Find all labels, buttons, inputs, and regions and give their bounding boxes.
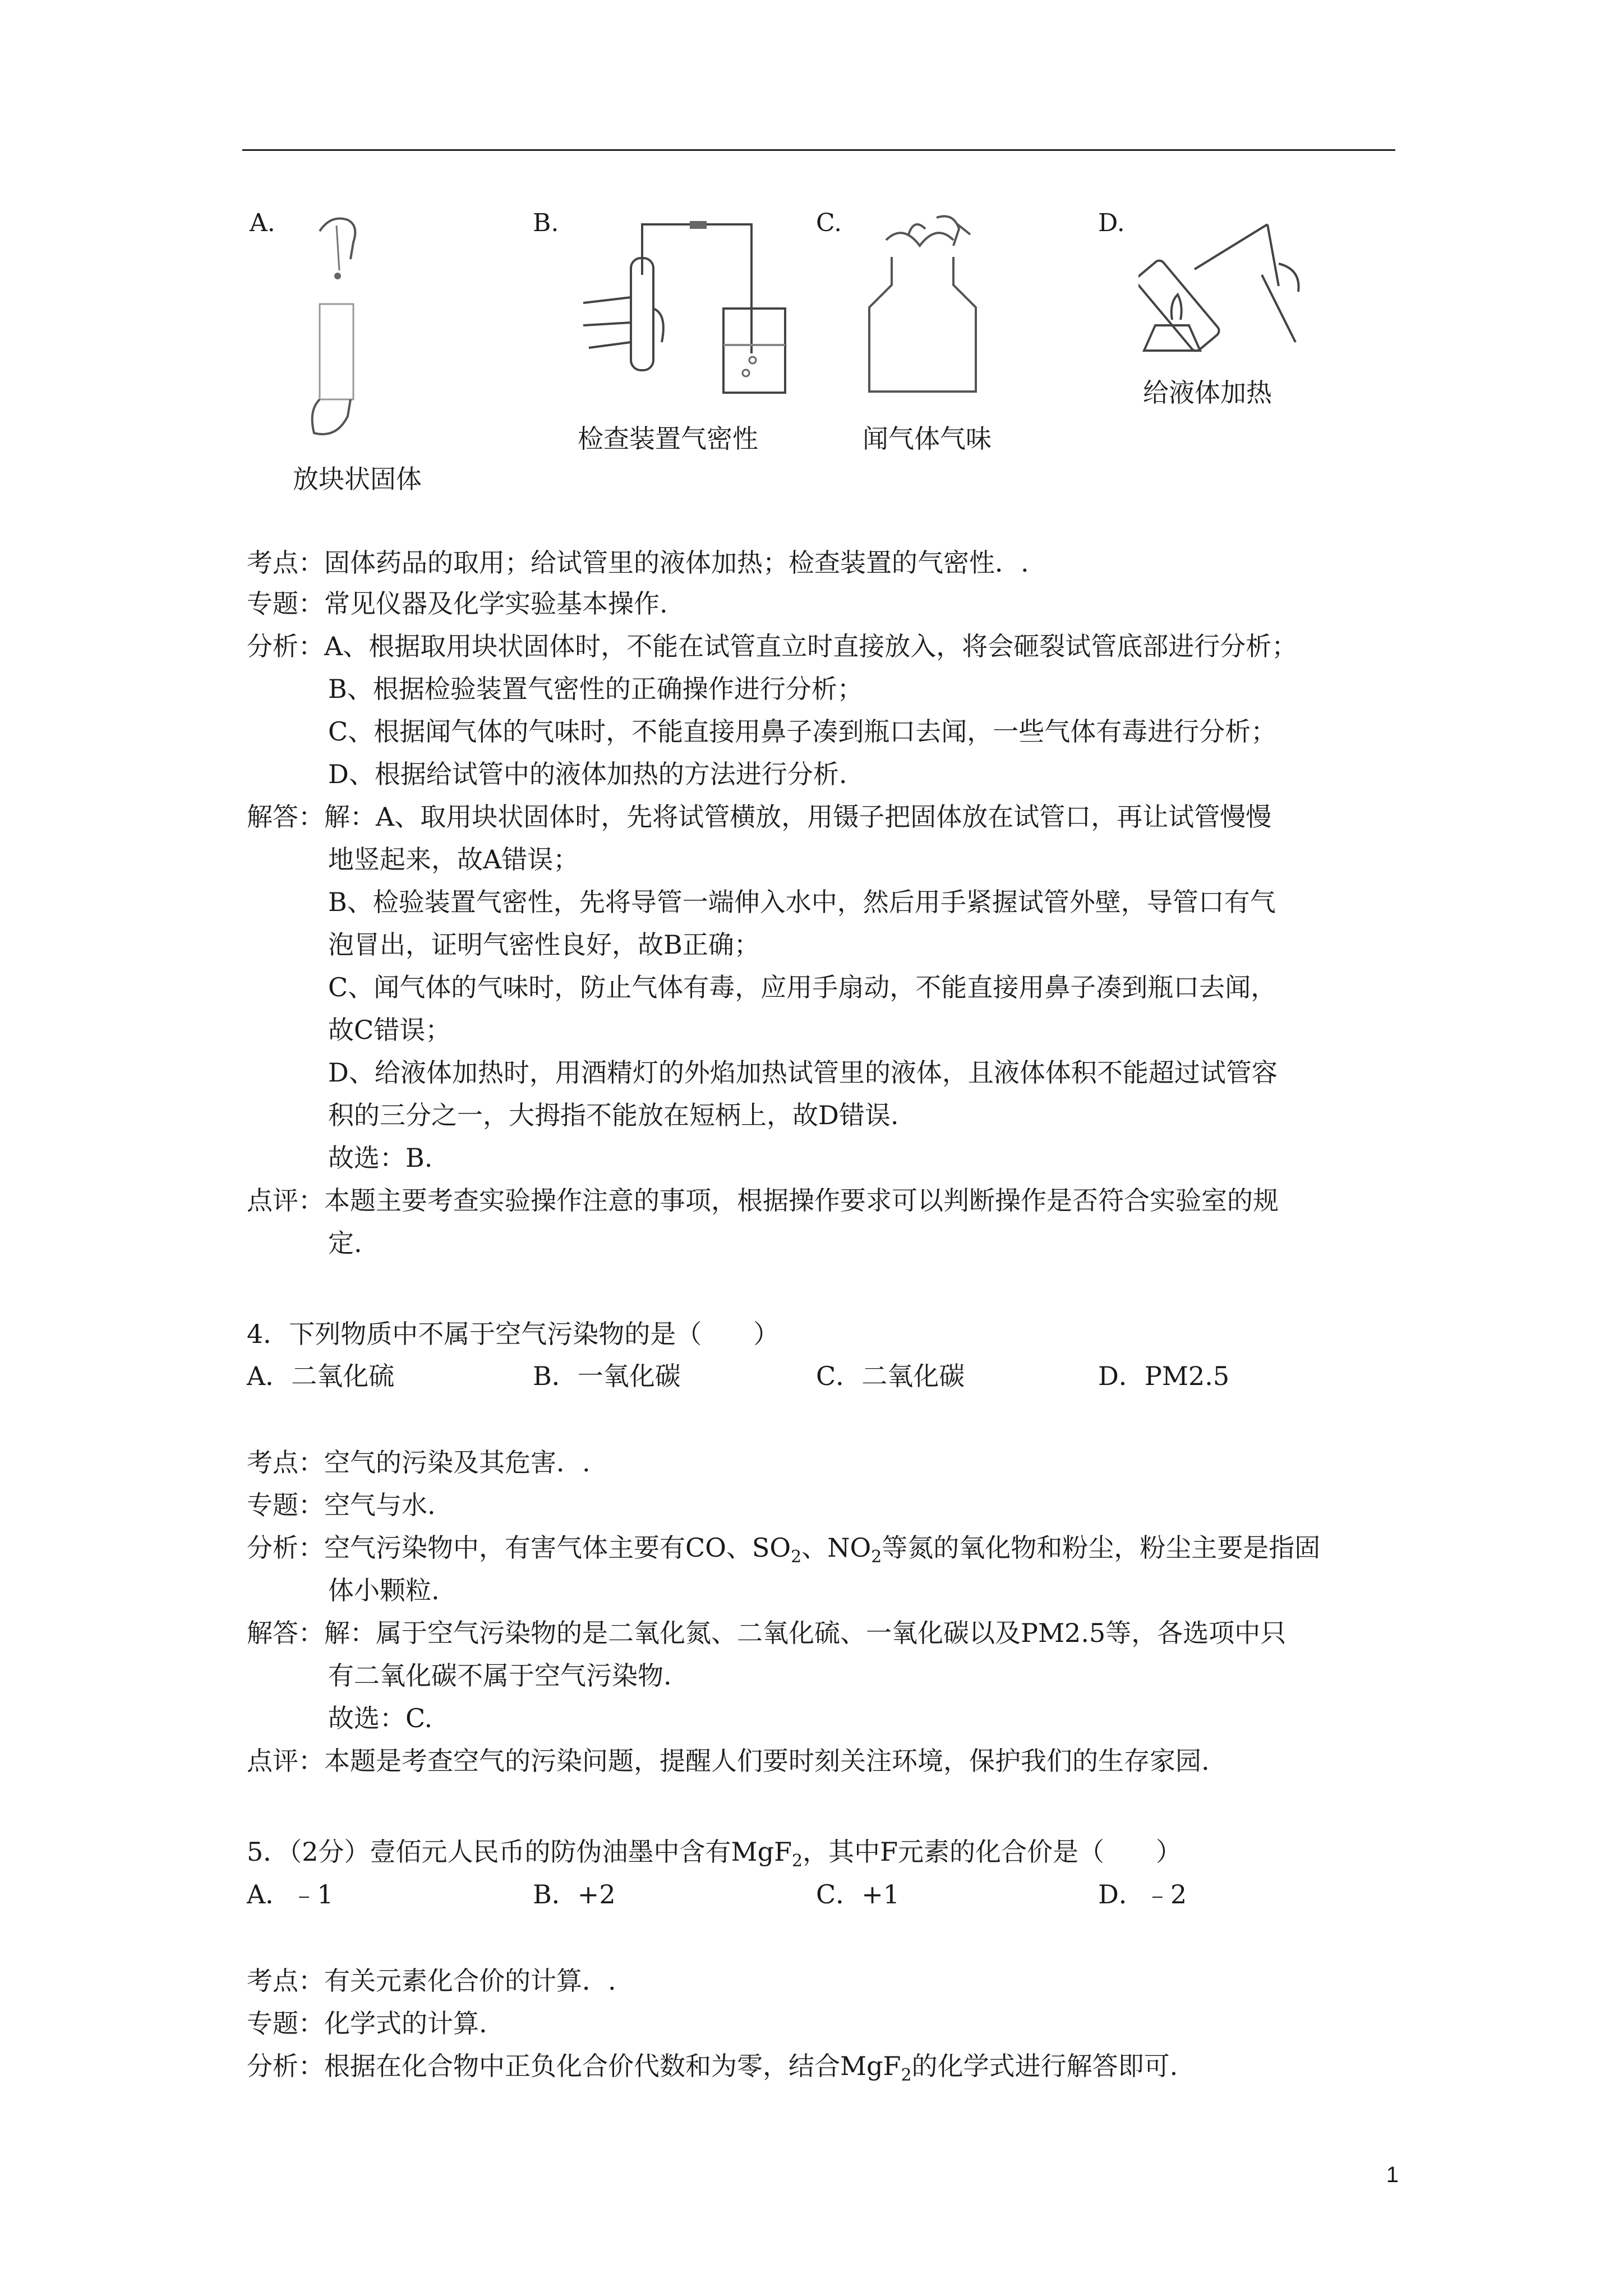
q5-stem: 5．（2分）壹佰元人民币的防伪油墨中含有MgF$_2$，其中F元素的化合价是（ ） (247, 1837, 1182, 1871)
q3-fenxi-line-1: 分析：A、根据取用块状固体时，不能在试管直立时直接放入，将会砸裂试管底部进行分析； (247, 631, 1298, 661)
q4-stem: 4．下列物质中不属于空气污染物的是（ ） (247, 1319, 780, 1349)
q4-fenxi-line-1: 分析：空气污染物中，有害气体主要有CO、$SO_2$、$NO_2$等氮的氧化物和粉尘，粉尘主要是指固 (247, 1533, 1321, 1567)
option-c-letter: C. (816, 209, 842, 237)
option-d-caption: 给液体加热 (1143, 378, 1272, 408)
option-b-caption: 检查装置气密性 (578, 424, 758, 454)
q4-fenxi-line-2: 体小颗粒. (328, 1575, 440, 1605)
q4-jieda-line-1: 解答：解：属于空气污染物的是二氧化氮、二氧化硫、一氧化碳以及PM2.5等，各选项中只 (247, 1618, 1287, 1648)
option-b-letter: B. (533, 209, 559, 237)
q4-option-d: D．PM2.5 (1098, 1361, 1230, 1391)
q3-jieda-line-2: 地竖起来，故A错误； (328, 844, 579, 875)
q3-jieda-line-9: 故选：B. (328, 1143, 433, 1173)
q3-jieda-line-8: 积的三分之一，大拇指不能放在短柄上，故D错误. (328, 1100, 899, 1130)
airtightness-figure (578, 213, 791, 404)
q4-kaodian: 考点：空气的污染及其危害．. (247, 1447, 591, 1478)
q5-option-b: B．+2 (533, 1879, 616, 1910)
q3-dianping-line-1: 点评：本题主要考查实验操作注意的事项，根据操作要求可以判断操作是否符合实验室的规 (247, 1185, 1279, 1216)
q5-option-c: C．+1 (816, 1879, 900, 1910)
q3-fenxi-line-2: B、根据检验装置气密性的正确操作进行分析； (328, 674, 863, 704)
q3-fenxi-line-3: C、根据闻气体的气味时，不能直接用鼻子凑到瓶口去闻，一些气体有毒进行分析； (328, 716, 1277, 747)
q3-kaodian: 考点：固体药品的取用；给试管里的液体加热；检查装置的气密性．. (247, 547, 1029, 578)
option-c-caption: 闻气体气味 (863, 424, 992, 454)
q4-dianping: 点评：本题是考查空气的污染问题，提醒人们要时刻关注环境，保护我们的生存家园. (247, 1746, 1210, 1776)
option-d-letter: D. (1098, 209, 1125, 237)
page-number: 1 (1386, 2162, 1399, 2187)
q3-fenxi-line-4: D、根据给试管中的液体加热的方法进行分析. (328, 759, 847, 789)
heat-liquid-figure (1138, 202, 1312, 353)
smell-gas-figure (858, 212, 993, 397)
q3-dianping-line-2: 定. (328, 1228, 362, 1258)
q4-jieda-line-3: 故选：C. (328, 1703, 433, 1733)
q4-option-a: A．二氧化硫 (247, 1361, 395, 1391)
q4-option-b: B．一氧化碳 (533, 1361, 681, 1391)
option-a-caption: 放块状固体 (293, 464, 422, 494)
q5-kaodian: 考点：有关元素化合价的计算．. (247, 1966, 616, 1996)
q5-option-a: A．﹣1 (247, 1879, 334, 1910)
place-solid-figure (297, 209, 398, 444)
header-rule (242, 149, 1395, 151)
q3-zhuanti: 专题：常见仪器及化学实验基本操作. (247, 588, 668, 619)
q4-option-c: C．二氧化碳 (816, 1361, 965, 1391)
q3-jieda-line-7: D、给液体加热时，用酒精灯的外焰加热试管里的液体，且液体体积不能超过试管容 (328, 1057, 1278, 1088)
q4-jieda-line-2: 有二氧化碳不属于空气污染物. (328, 1660, 672, 1691)
q3-jieda-line-3: B、检验装置气密性，先将导管一端伸入水中，然后用手紧握试管外壁，导管口有气 (328, 887, 1276, 917)
option-a-letter: A. (250, 209, 275, 237)
q3-jieda-line-6: 故C错误； (328, 1015, 451, 1045)
q5-fenxi: 分析：根据在化合物中正负化合价代数和为零，结合MgF$_2$的化学式进行解答即可. (247, 2051, 1178, 2085)
q5-option-d: D．﹣2 (1098, 1879, 1187, 1910)
q5-zhuanti: 专题：化学式的计算. (247, 2008, 487, 2039)
q3-jieda-line-1: 解答：解：A、取用块状固体时，先将试管横放，用镊子把固体放在试管口，再让试管慢慢 (247, 802, 1272, 832)
q3-jieda-line-4: 泡冒出，证明气密性良好，故B正确； (328, 930, 760, 960)
q3-jieda-line-5: C、闻气体的气味时，防止气体有毒，应用手扇动，不能直接用鼻子凑到瓶口去闻， (328, 972, 1277, 1002)
q4-zhuanti: 专题：空气与水. (247, 1490, 436, 1520)
